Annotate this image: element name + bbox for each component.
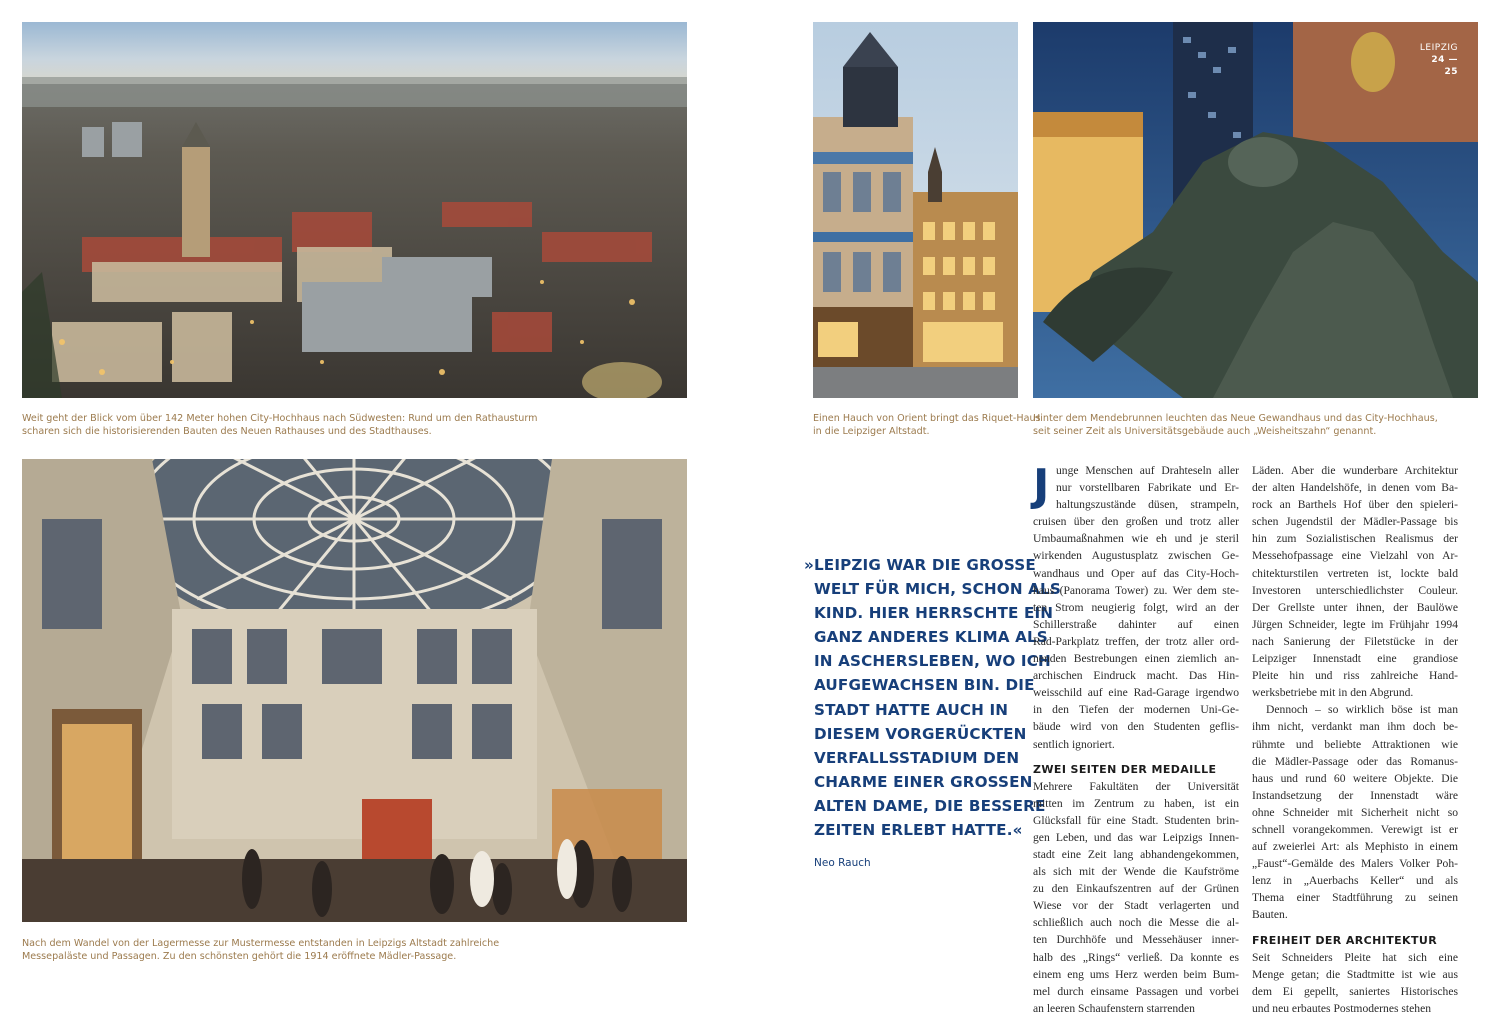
quote-author: Neo Rauch xyxy=(814,857,871,869)
text-line: werksbetriebe mit in den Abgrund. xyxy=(1252,686,1414,700)
text-line: an leeren Schaufenstern starrenden xyxy=(1033,1001,1195,1015)
text-line: in den Tiefen der modernen Uni-Ge- xyxy=(1033,703,1239,717)
paragraph xyxy=(1252,462,1458,701)
text-line: rock an Barthels Hof über den spieleri- xyxy=(1252,498,1458,512)
text-line: Pleite hin und riss zahlreiche Hand- xyxy=(1252,669,1458,683)
text-line: Seit Schneiders Pleite hat sich eine xyxy=(1252,950,1458,964)
text-line: ten Durchhöfe und Messehäuser inner- xyxy=(1033,933,1239,947)
article-column-2 xyxy=(1252,462,1458,1017)
quote-line: STADT HATTE AUCH IN xyxy=(814,700,1009,719)
text-line: sentlich ignoriert. xyxy=(1033,737,1115,751)
text-line: zu den Einkaufszentren auf der Grünen xyxy=(1033,882,1239,896)
quote-line: AUFGEWACHSEN BIN. DIE xyxy=(814,676,1035,695)
folio xyxy=(1418,42,1458,78)
text-line: Menge getan; die Stadtmitte ist wie aus xyxy=(1252,967,1458,981)
text-line: halb des „Rings“ verließ. Da konnte es xyxy=(1033,950,1239,964)
text-line: Der Grellste unter ihnen, der Baulöwe xyxy=(1252,600,1458,614)
text-line: Investoren unterschiedlichster Couleur. xyxy=(1252,583,1458,597)
photo-mendebrunnen xyxy=(1033,22,1478,398)
text-line: schließlich auch noch die Messe die al- xyxy=(1033,916,1239,930)
text-line: und neu erbautes Postmodernes stehen xyxy=(1252,1001,1432,1015)
photo-leipzig-skyline xyxy=(22,22,687,398)
text-line: ten Strom neugierig folgt, wird an der xyxy=(1033,600,1239,614)
text-line: schen Jugendstil der Mädler-Passage bis xyxy=(1252,515,1458,529)
text-line: ohne Schneider mit Sicherheit nicht so xyxy=(1252,805,1458,819)
text-line: nach Sanierung der Filetstücke in der xyxy=(1252,634,1458,648)
text-line: Instandsetzung der Innenstadt wäre xyxy=(1252,788,1458,802)
text-line: auf zweierlei Art: als Mephisto in einem xyxy=(1252,840,1458,854)
text-line: „Faust“-Gemälde des Malers Volker Poh- xyxy=(1252,857,1458,871)
text-line: stadt eine Zeit lang abhandengekommen, xyxy=(1033,847,1239,861)
text-line: chitekturstilen vertreten ist, lockte bald xyxy=(1252,566,1458,580)
text-line: rühmte und beliebte Attraktionen wie xyxy=(1252,737,1458,751)
text-line: cruisen über den großen und trotz aller xyxy=(1033,515,1239,529)
text-line: wirkenden Augustusplatz zwischen Ge- xyxy=(1033,549,1239,563)
paragraph xyxy=(1033,778,1239,1017)
subheading: ZWEI SEITEN DER MEDAILLE xyxy=(1033,762,1217,776)
text-line: Wiese vor der Stadt verlagerten und xyxy=(1033,899,1239,913)
quote-line: CHARME EINER GROSSEN xyxy=(814,772,1033,791)
text-line: gen Leben, und das war Leipzigs Innen- xyxy=(1033,830,1239,844)
text-line: Glücksfall für eine Stadt. Studenten brin- xyxy=(1033,813,1239,827)
paragraph xyxy=(1252,701,1458,923)
text-line: Schillerstraße dahinter auf einen xyxy=(1033,617,1239,631)
photo-maedler-passage xyxy=(22,459,687,922)
text-line: mitten im Zentrum zu haben, ist ein xyxy=(1033,796,1239,810)
caption-mendebrunnen xyxy=(1033,412,1438,438)
text-line: nenden Bestrebungen einen ziemlich an- xyxy=(1033,652,1239,666)
caption-line: in die Leipziger Altstadt. xyxy=(813,426,930,437)
text-line: unge Menschen auf Drahteseln aller xyxy=(1056,464,1239,477)
caption-line: scharen sich die historisierenden Bauten des Neuen Rathauses und des Stadthauses. xyxy=(22,426,432,437)
text-line: weisschild auf eine Rad-Garage irgendwo xyxy=(1033,686,1239,700)
caption-line: Messepaläste und Passagen. Zu den schönsten gehört die 1914 eröffnete Mädler-Passage. xyxy=(22,951,457,962)
text-line: Jürgen Schneider, legte im Frühjahr 1994 xyxy=(1252,617,1458,631)
text-line: als sich mit der Wende die Kaufströme xyxy=(1033,865,1239,879)
text-line: Dennoch – so wirklich böse ist man xyxy=(1266,703,1458,717)
text-line: ihm nicht, verdankt man ihm doch be- xyxy=(1252,720,1458,734)
photo-riquet-haus xyxy=(813,22,1018,398)
text-line: schnell vorangekommen. Verewigt ist er xyxy=(1252,822,1458,836)
quote-line: ALTEN DAME, DIE BESSERE xyxy=(814,796,1046,815)
text-line: nur vorstellbaren Fabrikate und Er- xyxy=(1056,481,1239,495)
caption-skyline xyxy=(22,412,538,438)
folio-page-numbers: 24 — 25 xyxy=(1431,55,1458,77)
article-column-1 xyxy=(1033,462,1239,1017)
quote-line: VERFALLSSTADIUM DEN xyxy=(814,748,1020,767)
text-line: haus (Panorama Tower) zu. Wer dem ste- xyxy=(1033,583,1239,597)
text-line: wandhaus und Oper auf das City-Hoch- xyxy=(1033,566,1239,580)
text-line: Umbaumaßnahmen wie eh und je steril xyxy=(1033,532,1239,546)
quote-line: »LEIPZIG WAR DIE GROSSE xyxy=(804,556,1036,574)
text-line: Läden. Aber die wunderbare Architektur xyxy=(1252,464,1458,477)
text-line: Leipziger Innenstadt eine grandiose xyxy=(1252,652,1458,666)
text-line: bäude wird von den Studenten geflis- xyxy=(1033,720,1239,734)
text-line: mel durch einsame Passagen und vorbei xyxy=(1033,984,1239,998)
paragraph xyxy=(1033,462,1239,753)
caption-riquet xyxy=(813,412,1041,438)
pull-quote xyxy=(804,553,1061,842)
quote-line: GANZ ANDERES KLIMA ALS xyxy=(814,628,1048,647)
caption-passage xyxy=(22,937,499,963)
text-line: archischen Eindruck macht. Das Hin- xyxy=(1033,669,1239,683)
quote-line: DIESEM VORGERÜCKTEN xyxy=(814,724,1027,743)
caption-line: Hinter dem Mendebrunnen leuchten das Neue Gewandhaus und das City-Hochhaus, xyxy=(1033,413,1438,424)
text-line: hin zum Sozialistischen Realismus der xyxy=(1252,532,1458,546)
text-line: haltungszustände düsen, strampeln, xyxy=(1056,498,1239,512)
text-line: Mehrere Fakultäten der Universität xyxy=(1033,779,1239,793)
quote-line: WELT FÜR MICH, SCHON ALS xyxy=(814,580,1061,599)
caption-line: Einen Hauch von Orient bringt das Riquet-Haus xyxy=(813,413,1041,424)
quote-line: ZEITEN ERLEBT HATTE.« xyxy=(814,821,1023,840)
text-line: Bauten. xyxy=(1252,908,1288,922)
quote-line: KIND. HIER HERRSCHTE EIN xyxy=(814,604,1054,623)
text-line: einem eng ums Herz werden beim Bum- xyxy=(1033,967,1239,981)
text-line: dem Ei gepellt, saniertes Historisches xyxy=(1252,984,1458,998)
text-line: die Mädler-Passage oder das Romanus- xyxy=(1252,754,1458,768)
subheading: FREIHEIT DER ARCHITEKTUR xyxy=(1252,933,1438,947)
text-line: der alten Handelshöfe, in denen vom Ba- xyxy=(1252,481,1458,495)
text-line: Messehofpassage eine Vielzahl von Ar- xyxy=(1252,549,1458,563)
caption-line: seit seiner Zeit als Universitätsgebäude auch „Weisheitszahn“ genannt. xyxy=(1033,426,1377,437)
text-line: haus und rund 60 weitere Objekte. Die xyxy=(1252,771,1458,785)
drop-cap: J xyxy=(1033,460,1050,511)
text-line: lenz in „Auerbachs Keller“ und als xyxy=(1252,874,1458,888)
quote-line: IN ASCHERSLEBEN, WO ICH xyxy=(814,652,1051,671)
folio-section: LEIPZIG xyxy=(1419,43,1458,53)
text-line: Rad-Parkplatz treffen, der trotz aller ord- xyxy=(1033,634,1239,648)
text-line: Thema einer Stadtführung zu seinen xyxy=(1252,891,1458,905)
caption-line: Nach dem Wandel von der Lagermesse zur Mustermesse entstanden in Leipzigs Altstadt zahlreiche xyxy=(22,938,500,949)
paragraph xyxy=(1252,949,1458,1017)
caption-line: Weit geht der Blick vom über 142 Meter hohen City-Hochhaus nach Südwesten: Rund um den Rathausturm xyxy=(22,413,538,424)
